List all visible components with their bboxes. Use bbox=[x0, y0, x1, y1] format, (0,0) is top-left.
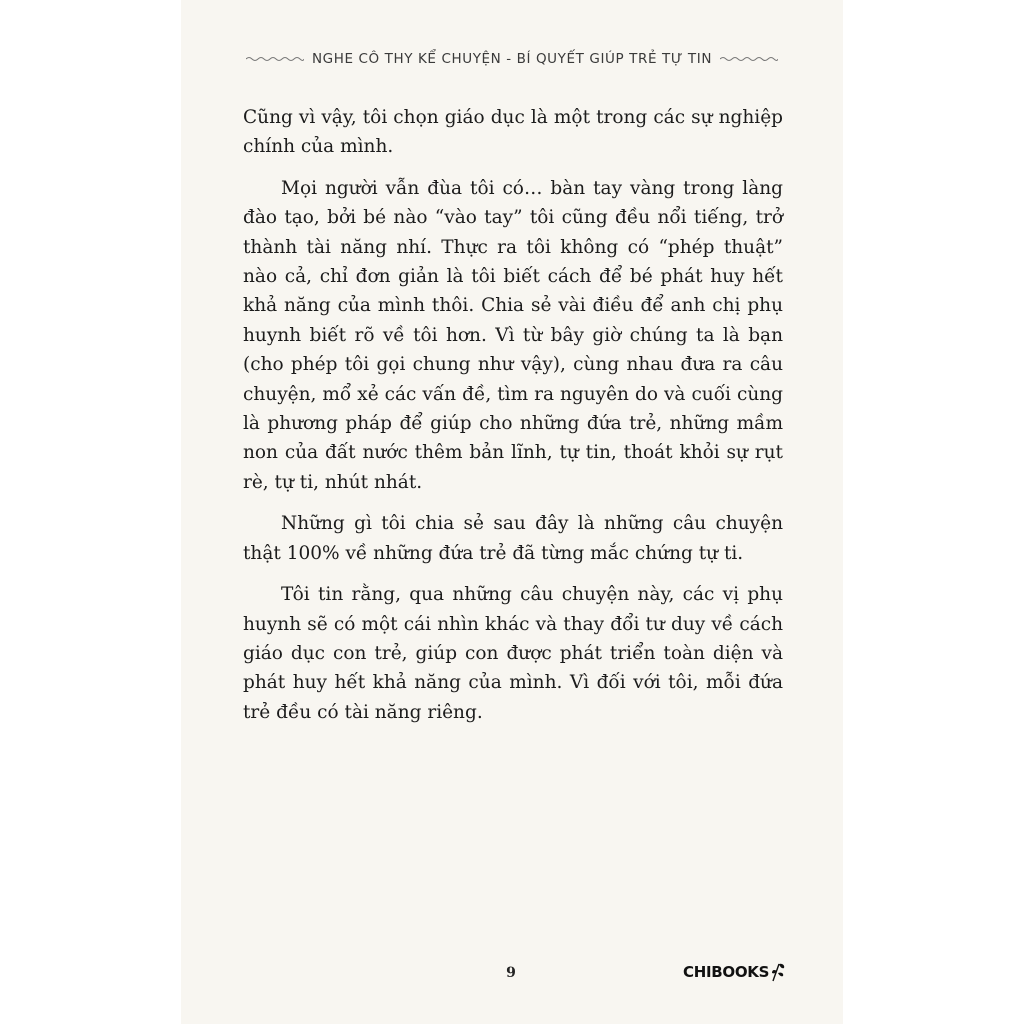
paragraph: Mọi người vẫn đùa tôi có… bàn tay vàng trong làng đào tạo, bởi bé nào “vào tay” tôi cũng đều nổi tiếng, trở thành tài năng nhí. Thực ra tôi không có “phép thuật” nào cả, chỉ đơn giản là tôi biết cách để bé phát huy hết khả năng của mình thôi. Chia sẻ vài điều để anh chị phụ huynh biết rõ về tôi hơn. Vì từ bây giờ chúng ta là bạn (cho phép tôi gọi chung như vậy), cùng nhau đưa ra câu chuyện, mổ xẻ các vấn đề, tìm ra nguyên do và cuối cùng là phương pháp để giúp cho những đứa trẻ, những mầm non của đất nước thêm bản lĩnh, tự tin, thoát khỏi sự rụt rè, tự ti, nhút nhát. bbox=[243, 177, 783, 493]
publisher-logo bbox=[683, 959, 788, 985]
paragraph: Tôi tin rằng, qua những câu chuyện này, các vị phụ huynh sẽ có một cái nhìn khác và thay đổi tư duy về cách giáo dục con trẻ, giúp con được phát triển toàn diện và phát huy hết khả năng của mình. Vì đối với tôi, mỗi đứa trẻ đều có tài năng riêng. bbox=[243, 584, 783, 723]
page-number: 9 bbox=[506, 965, 516, 981]
header-ornament-left bbox=[246, 55, 304, 63]
header-ornament-right bbox=[720, 55, 778, 63]
paragraph: Những gì tôi chia sẻ sau đây là những câu chuyện thật 100% về những đứa trẻ đã từng mắc chứng tự ti. bbox=[243, 513, 783, 564]
body-text bbox=[243, 103, 783, 739]
header-title: NGHE CÔ THY KỂ CHUYỆN - BÍ QUYẾT GIÚP TRẺ TỰ TIN bbox=[311, 51, 713, 67]
book-page bbox=[181, 0, 843, 1024]
running-header bbox=[181, 48, 843, 70]
paragraph: Cũng vì vậy, tôi chọn giáo dục là một trong các sự nghiệp chính của mình. bbox=[243, 107, 783, 158]
leaf-sprig-icon bbox=[769, 961, 788, 983]
logo-text: CHIBOOKS bbox=[683, 963, 770, 981]
